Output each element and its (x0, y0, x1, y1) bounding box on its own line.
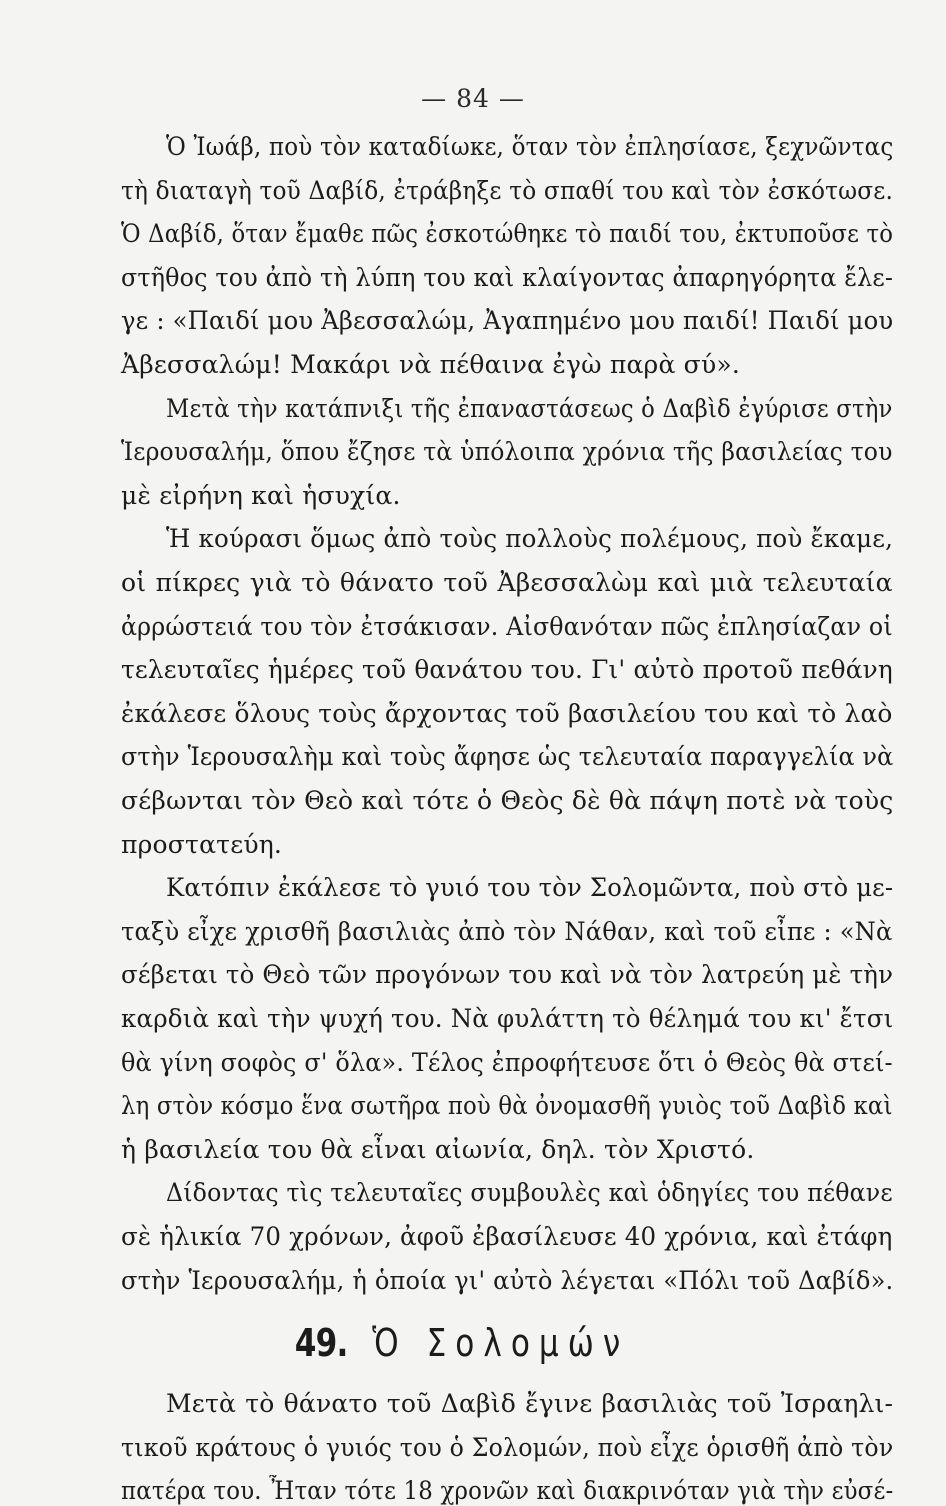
text-line: τελευταῖες ἡμέρες τοῦ θανάτου του. Γι' αὐτὸ προτοῦ πεθάνη (121, 655, 893, 684)
section-number: 49. (294, 1321, 348, 1366)
text-line: καρδιὰ καὶ τὴν ψυχή του. Νὰ φυλάττη τὸ θέλημά του κι' ἔτσι (121, 1004, 894, 1033)
text-line: θὰ γίνη σοφὸς σ' ὅλα». Τέλος ἐπροφήτευσε ὅτι ὁ Θεὸς θὰ στεί- (121, 1048, 893, 1077)
section-title: Ὁ Σολομών (372, 1321, 630, 1366)
text-line: σέβωνται τὸν Θεὸ καὶ τότε ὁ Θεὸς δὲ θὰ πάψη ποτὲ νὰ τοὺς (121, 786, 894, 815)
text-line: ἐκάλεσε ὅλους τοὺς ἄρχοντας τοῦ βασιλείου του καὶ τὸ λαὸ (121, 699, 893, 728)
text-line: στῆθος του ἀπὸ τὴ λύπη του καὶ κλαίγοντας ἀπαρηγόρητα ἔλε- (121, 263, 894, 292)
text-line: Ἀβεσσαλώμ! Μακάρι νὰ πέθαινα ἐγὼ παρὰ σύ». (121, 350, 740, 379)
text-line: πατέρα του. Ἦταν τότε 18 χρονῶν καὶ διακρινόταν γιὰ τὴν εὐσέ- (121, 1476, 894, 1505)
text-line: στὴν Ἱερουσαλὴμ καὶ τοὺς ἄφησε ὡς τελευταία παραγγελία νὰ (121, 742, 894, 771)
section-heading (0, 1321, 946, 1365)
text-line: σὲ ἡλικία 70 χρόνων, ἀφοῦ ἐβασίλευσε 40 χρόνια, καὶ ἐτάφη (121, 1222, 893, 1251)
text-line: λη στὸν κόσμο ἕνα σωτῆρα ποὺ θὰ ὀνομασθῆ γυιὸς τοῦ Δαβὶδ καὶ (121, 1091, 893, 1120)
text-line: Μετὰ τὸ θάνατο τοῦ Δαβὶδ ἔγινε βασιλιὰς τοῦ Ἰσραηλι- (166, 1389, 894, 1418)
page-number: — 84 — (421, 84, 525, 113)
text-line: στὴν Ἱερουσαλήμ, ἡ ὁποία γι' αὐτὸ λέγεται «Πόλι τοῦ Δαβίδ». (121, 1266, 894, 1295)
text-line: Μετὰ τὴν κατάπνιξι τῆς ἐπαναστάσεως ὁ Δαβὶδ ἐγύρισε στὴν (166, 394, 893, 423)
text-line: Ἡ κούρασι ὅμως ἀπὸ τοὺς πολλοὺς πολέμους, ποὺ ἔκαμε, (166, 524, 894, 553)
text-line: Ἱερουσαλήμ, ὅπου ἔζησε τὰ ὑπόλοιπα χρόνια τῆς βασιλείας του (121, 437, 893, 466)
text-line: Κατόπιν ἐκάλεσε τὸ γυιό του τὸν Σολομῶντα, ποὺ στὸ με- (166, 873, 894, 902)
text-line: τὴ διαταγὴ τοῦ Δαβίδ, ἐτράβηξε τὸ σπαθί του καὶ τὸν ἐσκότωσε. (121, 176, 894, 205)
text-line: προστατεύη. (121, 830, 283, 859)
text-line: οἱ πίκρες γιὰ τὸ θάνατο τοῦ Ἀβεσσαλὼμ καὶ μιὰ τελευταία (121, 568, 893, 597)
text-line: Δίδοντας τὶς τελευταῖες συμβουλὲς καὶ ὁδηγίες του πέθανε (166, 1178, 893, 1207)
text-line: Ὁ Ἰωάβ, ποὺ τὸν καταδίωκε, ὅταν τὸν ἐπλησίασε, ξεχνῶντας (166, 132, 894, 161)
text-line: ταξὺ εἶχε χρισθῆ βασιλιὰς ἀπὸ τὸν Νάθαν, καὶ τοῦ εἶπε : «Νὰ (121, 917, 893, 946)
text-line: τικοῦ κράτους ὁ γυιός του ὁ Σολομών, ποὺ εἶχε ὁρισθῆ ἀπὸ τὸν (121, 1433, 894, 1462)
text-line: Ὁ Δαβίδ, ὅταν ἔμαθε πῶς ἐσκοτώθηκε τὸ παιδί του, ἐκτυποῦσε τὸ (121, 219, 894, 248)
text-line: γε : «Παιδί μου Ἀβεσσαλώμ, Ἀγαπημένο μου παιδί! Παιδί μου (121, 306, 894, 335)
text-line: μὲ εἰρήνη καὶ ἡσυχία. (121, 481, 401, 510)
text-line: σέβεται τὸ Θεὸ τῶν προγόνων του καὶ νὰ τὸν λατρεύη μὲ τὴν (121, 960, 894, 989)
text-line: ἡ βασιλεία του θὰ εἶναι αἰωνία, δηλ. τὸν Χριστό. (121, 1135, 755, 1164)
text-line: ἀρρώστειά του τὸν ἐτσάκισαν. Αἰσθανόταν πῶς ἐπλησίαζαν οἱ (121, 612, 893, 641)
